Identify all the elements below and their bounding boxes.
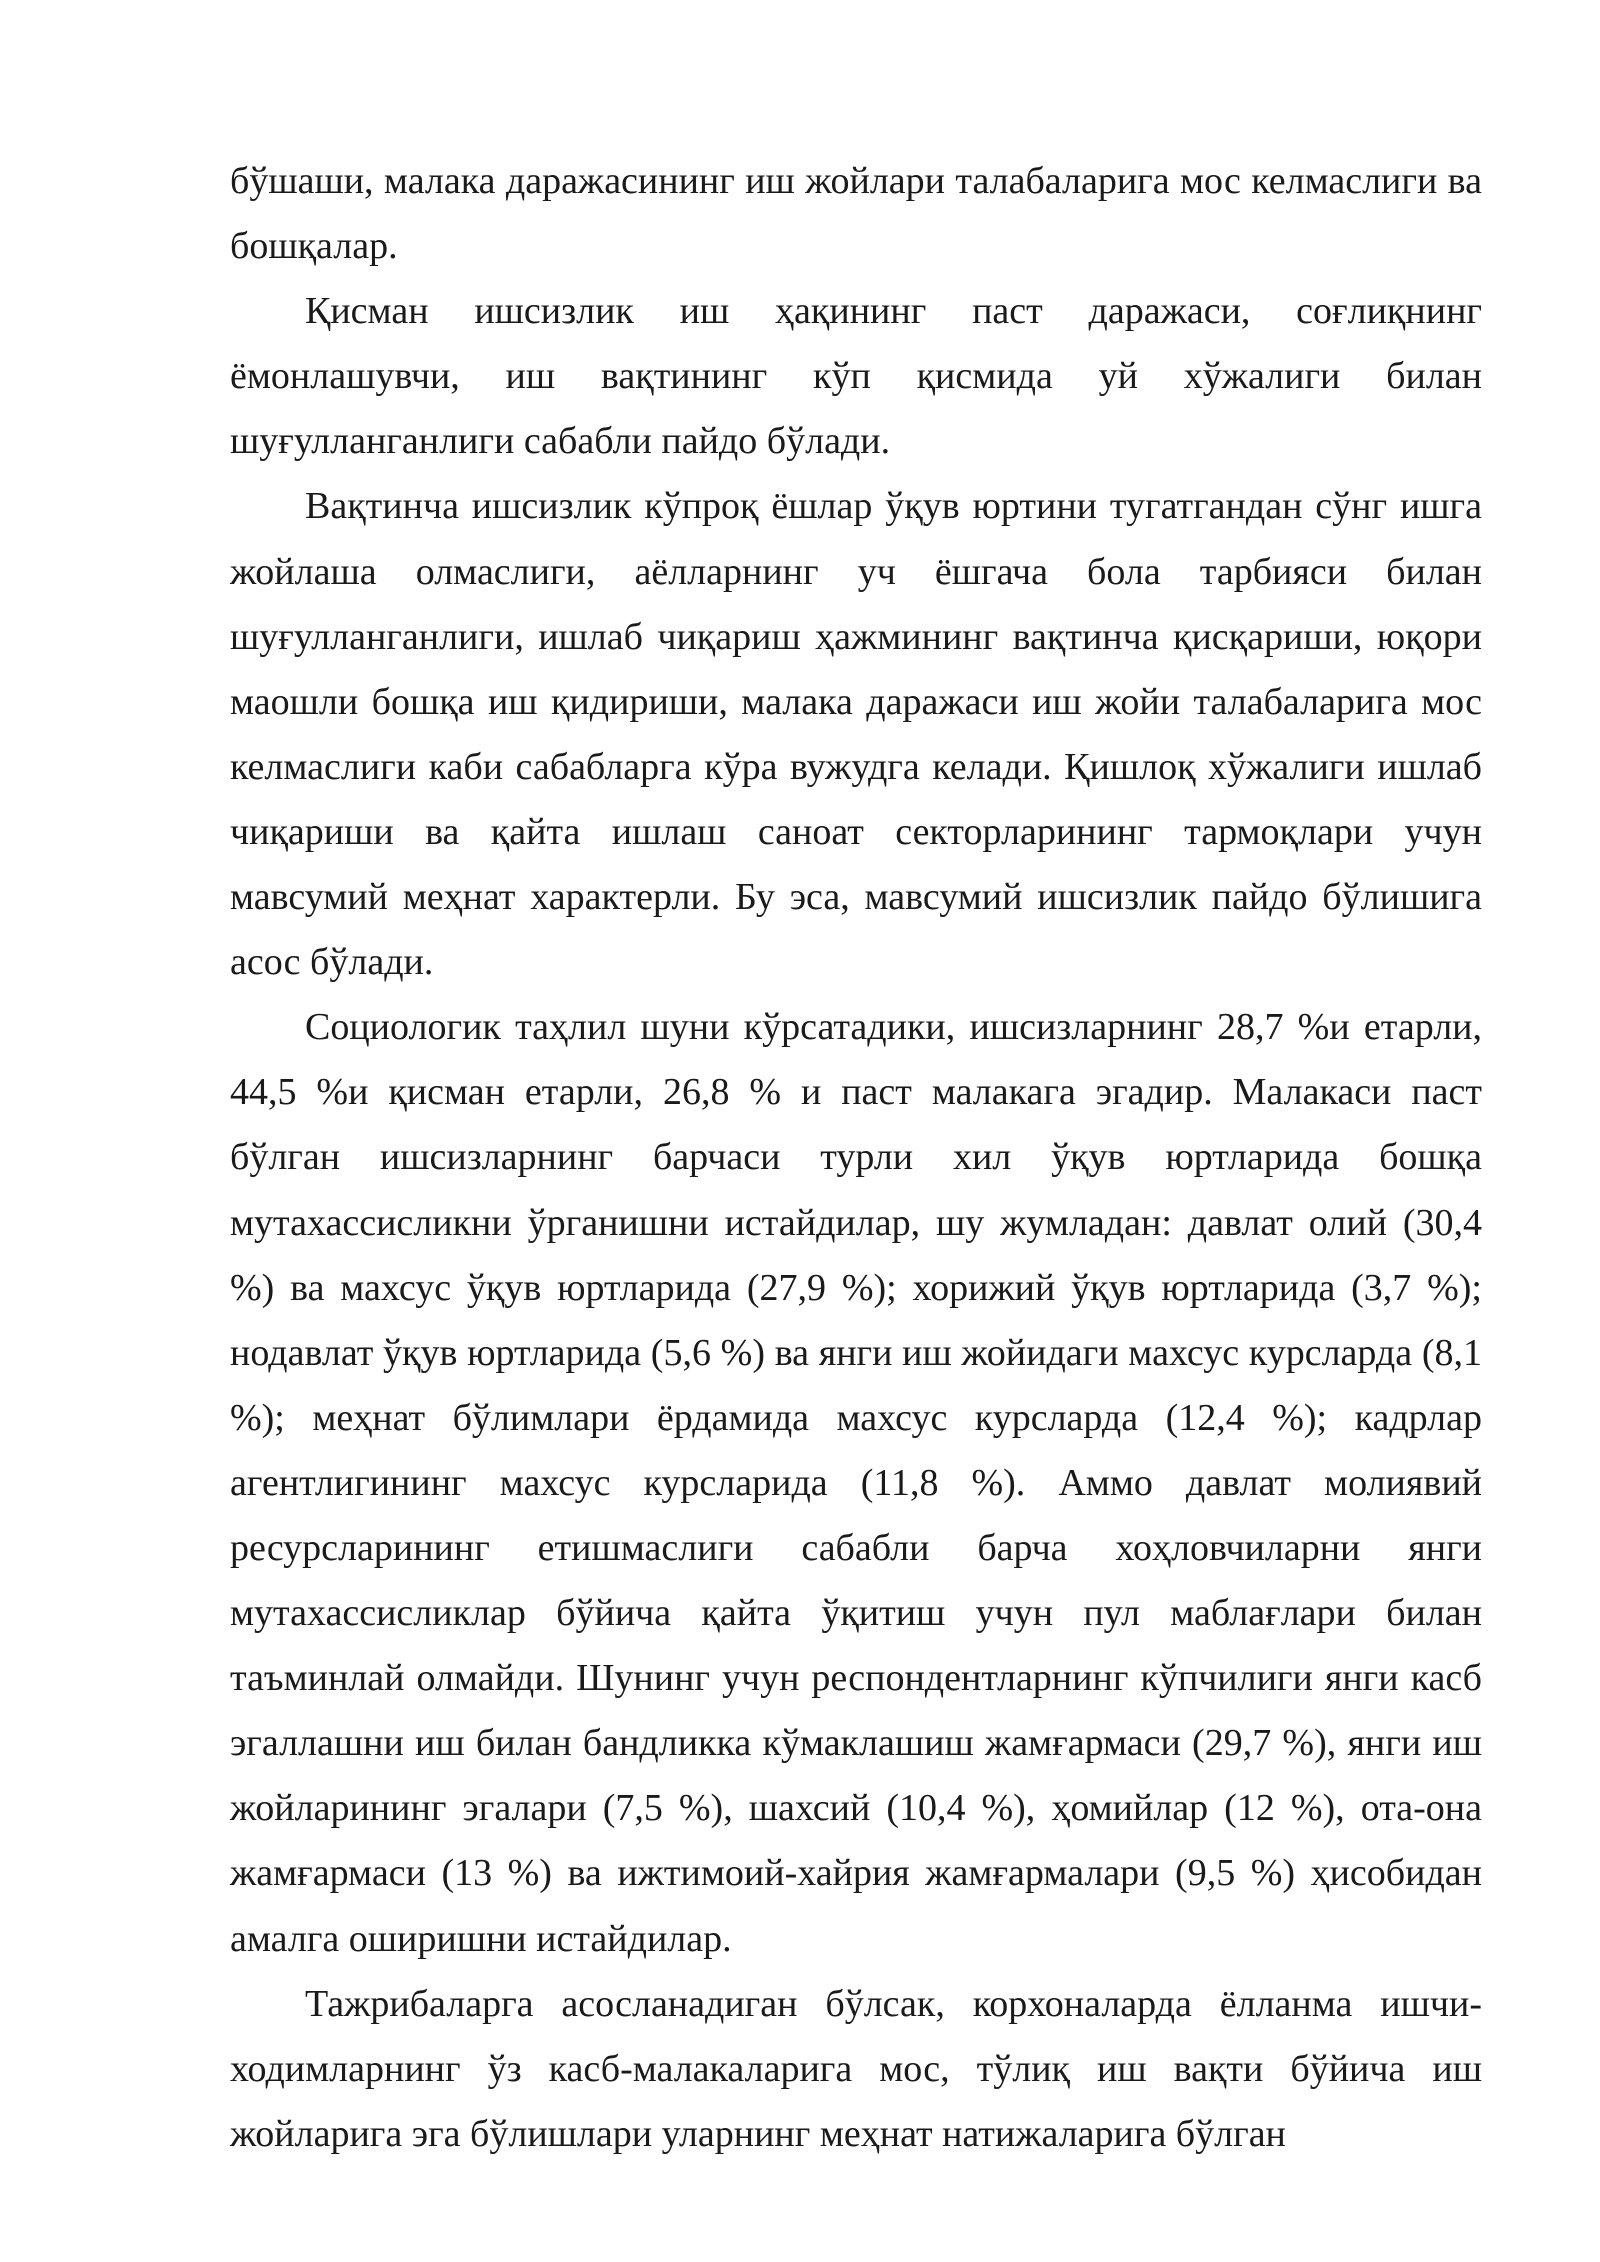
paragraph-sociological-analysis: Социологик таҳлил шуни кўрсатадики, ишсизларнинг 28,7 %и етарли, 44,5 %и қисман етарли, 26,8 % и паст малакага эгадир. Малакаси паст бўлган ишсизларнинг барчаси турли хил ўқув юртларида бошқа мутахассисликни ўрганишни истайдилар, шу жумладан: давлат олий (30,4 %) ва махсус ўқув юртларида (27,9 %); хорижий ўқув юртларида (3,7 %); нодавлат ўқув юртларида (5,6 %) ва янги иш жойидаги махсус курсларда (8,1 %); меҳнат бўлимлари ёрдамида махсус курсларда (12,4 %); кадрлар агентлигининг махсус курсларида (11,8 %). Аммо давлат молиявий ресурсларининг етишмаслиги сабабли барча хоҳловчиларни янги мутахассисликлар бўйича қайта ўқитиш учун пул маблағлари билан таъминлай олмайди. Шунинг учун респондентларнинг кўпчилиги янги касб эгаллашни иш билан бандликка кўмаклашиш жамғармаси (29,7 %), янги иш жойларининг эгалари (7,5 %), шахсий (10,4 %), ҳомийлар (12 %), ота-она жамғармаси (13 %) ва ижтимоий-хайрия жамғармалари (9,5 %) ҳисобидан амалга оширишни истайдилар. [230, 1006, 1482, 1960]
paragraph-continuation: бўшаши, малака даражасининг иш жойлари талабаларига мос келмаслиги ва бошқалар. [230, 160, 1482, 268]
body-text [230, 149, 1482, 2167]
paragraph-experience: Тажрибаларга асосланадиган бўлсак, корхоналарда ёлланма ишчи-ходимларнинг ўз касб-малакаларига мос, тўлиқ иш вақти бўйича иш жойларига эга бўлишлари уларнинг меҳнат натижаларига бўлган [230, 1982, 1482, 2155]
paragraph-temporary-unemployment: Вақтинча ишсизлик кўпроқ ёшлар ўқув юртини тугатгандан сўнг ишга жойлаша олмаслиги, аёлларнинг уч ёшгача бола тарбияси билан шуғулланганлиги, ишлаб чиқариш ҳажмининг вақтинча қисқариши, юқори маошли бошқа иш қидириши, малака даражаси иш жойи талабаларига мос келмаслиги каби сабабларга кўра вужудга келади. Қишлоқ хўжалиги ишлаб чиқариши ва қайта ишлаш саноат секторларининг тармоқлари учун мавсумий меҳнат характерли. Бу эса, мавсумий ишсизлик пайдо бўлишига асос бўлади. [230, 485, 1482, 984]
paragraph-partial-unemployment: Қисман ишсизлик иш ҳақининг паст даражаси, соғлиқнинг ёмонлашувчи, иш вақтининг кўп қисмида уй хўжалиги билан шуғулланганлиги сабабли пайдо бўлади. [230, 290, 1482, 463]
